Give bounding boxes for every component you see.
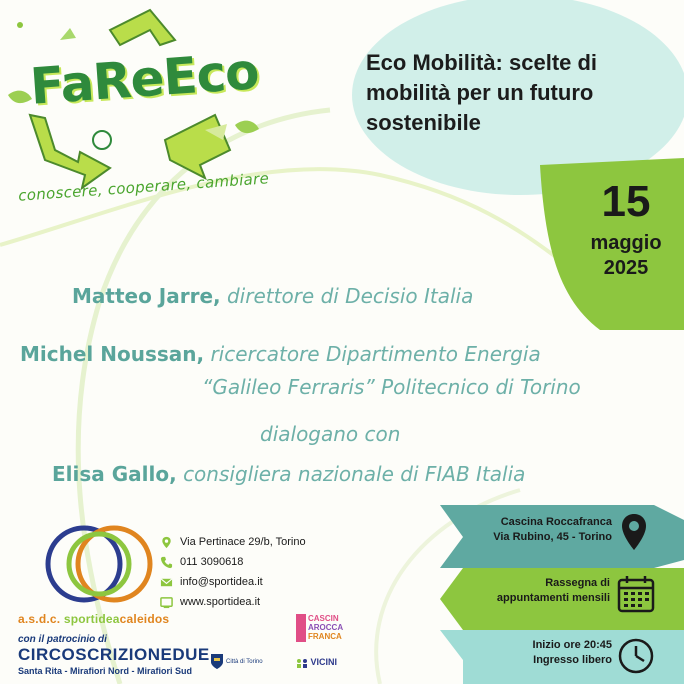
- cascina-line: FRANCA: [308, 632, 342, 641]
- circoscrizione-name: CIRCOSCRIZIONEDUE: [18, 645, 210, 664]
- vicini-text: VICINI: [310, 657, 338, 667]
- location-marker-icon: [620, 512, 648, 552]
- calendar-icon: [616, 574, 656, 614]
- city-name: Città di Torino: [226, 659, 263, 665]
- venue-name: Cascina Roccafranca: [500, 516, 612, 528]
- connector-text: dialogano con: [260, 422, 401, 446]
- organizer-name-part1: sportidea: [63, 612, 120, 626]
- speaker-name: Matteo Jarre,: [72, 284, 221, 308]
- clock-icon: [616, 636, 656, 676]
- speaker-2: [20, 342, 541, 366]
- event-title-line: sostenibile: [366, 109, 481, 135]
- cascina-mark-icon: [296, 614, 306, 642]
- logo-wordmark: FaReEco: [28, 42, 261, 116]
- cascina-line: AROCCA: [308, 623, 344, 632]
- phone-text: 011 3090618: [180, 556, 244, 568]
- logo-tagline: conoscere, cooperare, cambiare: [17, 169, 270, 205]
- mail-icon: [160, 576, 173, 589]
- vicini-logo: [296, 657, 337, 668]
- time-info: [480, 638, 612, 668]
- web-icon: [160, 596, 173, 609]
- date-day: 15: [601, 177, 651, 226]
- date-month: maggio: [590, 232, 662, 254]
- contact-email: [160, 572, 306, 592]
- city-crest-icon: [210, 652, 224, 670]
- organizer-prefix: a.s.d.c.: [18, 612, 61, 626]
- event-title-line: mobilità per un futuro: [366, 79, 594, 105]
- series-line: appuntamenti mensili: [496, 592, 610, 604]
- entry-info: Ingresso libero: [533, 654, 612, 666]
- series-info: [470, 576, 610, 606]
- circoscrizione-districts: Santa Rita - Mirafiori Nord - Mirafiori Sud: [18, 666, 193, 676]
- speakers-connector: [260, 422, 400, 446]
- event-title-line: Eco Mobilità: scelte di: [366, 50, 598, 75]
- speaker-2-role-continued: [202, 375, 581, 399]
- speaker-1: [72, 284, 473, 308]
- speaker-3: [52, 462, 525, 486]
- speaker-name: Elisa Gallo,: [52, 462, 177, 486]
- series-line: Rassegna di: [545, 577, 610, 589]
- start-time: Inizio ore 20:45: [532, 639, 612, 651]
- sportidea-logo-rings: [40, 518, 158, 610]
- contact-website: [160, 592, 306, 612]
- contact-info: [160, 532, 306, 612]
- cascina-line: CASCIN: [308, 614, 339, 623]
- cascina-roccafranca-logo: [296, 614, 358, 641]
- patronage-label: con il patrocinio di: [18, 634, 107, 645]
- contact-phone: [160, 552, 306, 572]
- event-title: [366, 48, 656, 138]
- venue-info: [470, 515, 612, 545]
- speaker-role: direttore di Decisio Italia: [226, 284, 474, 308]
- event-date: [556, 177, 684, 280]
- website-link[interactable]: www.sportidea.it: [180, 596, 261, 608]
- date-year: 2025: [603, 257, 649, 279]
- speaker-name: Michel Noussan,: [20, 342, 205, 366]
- venue-address: Via Rubino, 45 - Torino: [493, 531, 612, 543]
- people-icon: [296, 658, 308, 668]
- organizer-name-part2: caleidos: [119, 612, 170, 626]
- organizer-name: [18, 612, 169, 626]
- speaker-role: consigliera nazionale di FIAB Italia: [183, 462, 526, 486]
- fareeco-logo: [0, 0, 275, 230]
- email-link[interactable]: info@sportidea.it: [180, 576, 263, 588]
- speaker-role: “Galileo Ferraris” Politecnico di Torino: [202, 375, 581, 399]
- map-pin-icon: [160, 536, 173, 549]
- address-text: Via Pertinace 29/b, Torino: [180, 536, 306, 548]
- phone-icon: [160, 556, 173, 569]
- contact-address: [160, 532, 306, 552]
- speaker-role: ricercatore Dipartimento Energia: [210, 342, 541, 366]
